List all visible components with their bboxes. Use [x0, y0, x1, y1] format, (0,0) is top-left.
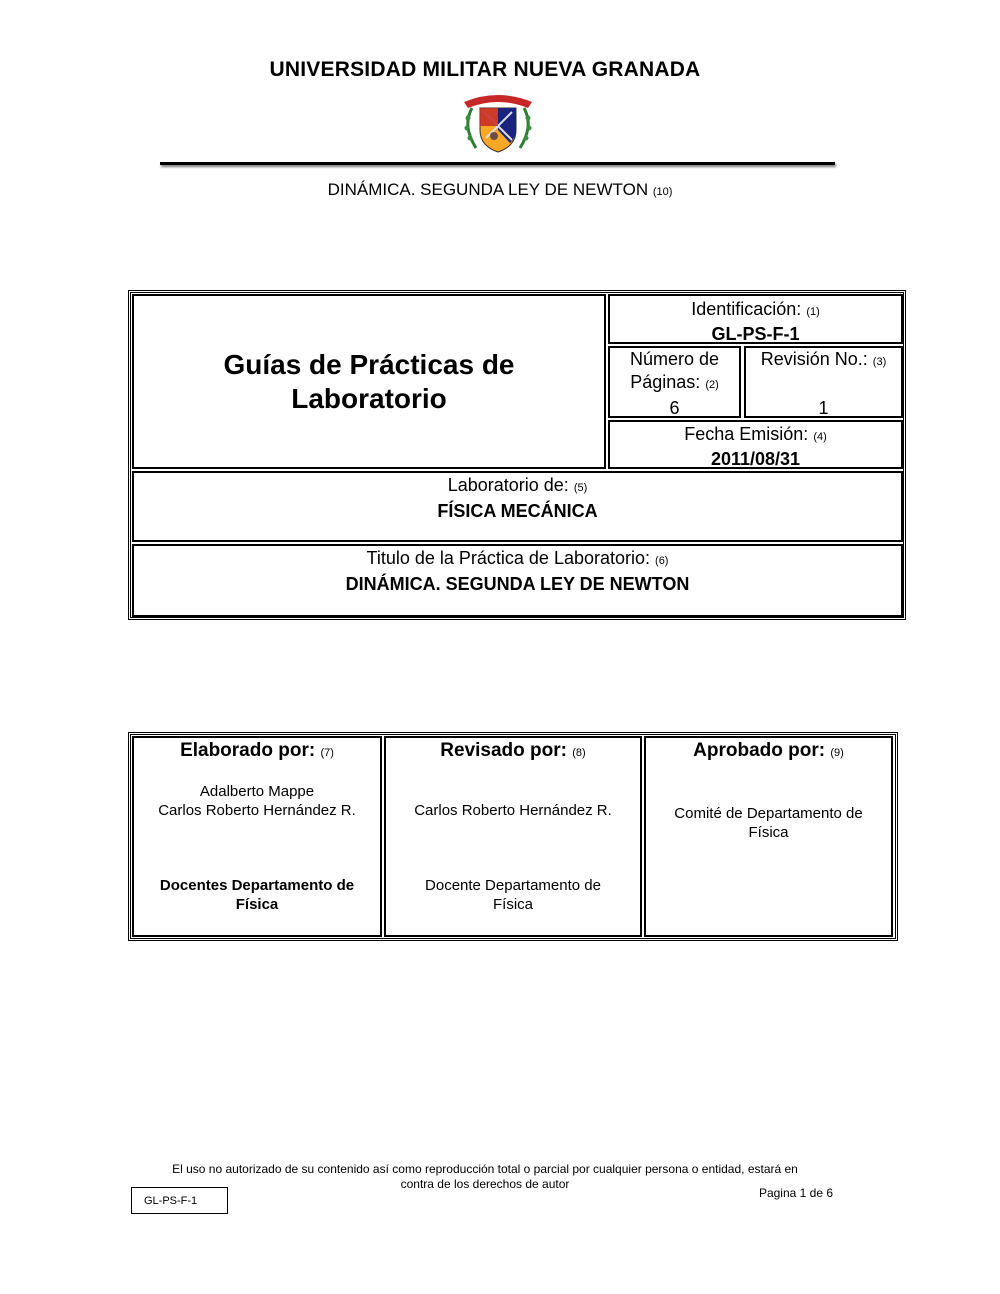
revision-label: Revisión No.: [760, 349, 868, 369]
practice-title-ref: (6) [655, 555, 669, 567]
reviewed-by-ref: (8) [572, 747, 586, 759]
elaborated-by-role-line1: Docentes Departamento de [159, 877, 355, 894]
guide-title [149, 348, 589, 416]
guide-title-cell [132, 294, 606, 469]
page-number: Pagina 1 de 6 [758, 1186, 833, 1200]
copyright-notice-line1: El uso no autorizado de su contenido así como reproducción total o parcial por cualquier persona o entidad, estará en [172, 1162, 798, 1176]
approved-by-name-line1: Comité de Departamento de [674, 805, 863, 822]
reviewed-by-role-line1: Docente Departamento de [425, 877, 601, 894]
identification-cell [608, 294, 903, 344]
issue-date-cell [608, 420, 903, 469]
revision-cell [744, 346, 903, 418]
guide-title-line2: Laboratorio [291, 382, 447, 414]
laboratory-cell [132, 471, 903, 542]
reviewed-by-name: Carlos Roberto Hernández R. [414, 802, 612, 819]
university-crest-icon [458, 86, 538, 156]
laboratory-label: Laboratorio de: [447, 475, 569, 495]
elaborated-by-name2: Carlos Roberto Hernández R. [158, 802, 356, 819]
reviewed-by-cell [384, 736, 642, 937]
approved-by-ref: (9) [830, 747, 844, 759]
revision-value: 1 [818, 398, 829, 418]
elaborated-by-cell [132, 736, 382, 937]
approved-by-cell [644, 736, 893, 937]
elaborated-by-label: Elaborado por: [180, 740, 316, 761]
practice-title-value: DINÁMICA. SEGUNDA LEY DE NEWTON [345, 574, 690, 594]
identification-label: Identificación: [691, 299, 802, 319]
header-divider [160, 162, 835, 165]
reviewed-by-role-line2: Física [492, 896, 533, 913]
page-count-label-line2: Páginas: [630, 372, 701, 392]
copyright-notice-line2: contra de los derechos de autor [400, 1177, 570, 1191]
issue-date-label: Fecha Emisión: [684, 424, 809, 444]
reviewed-by-label: Revisado por: [440, 740, 567, 761]
document-heading-ref: (10) [652, 186, 673, 198]
page-count-ref: (2) [705, 379, 719, 391]
identification-value: GL-PS-F-1 [711, 324, 800, 344]
page-count-label-line1: Número de [629, 349, 720, 369]
document-heading [0, 180, 1000, 200]
university-title: UNIVERSIDAD MILITAR NUEVA GRANADA [269, 58, 701, 81]
elaborated-by-ref: (7) [320, 747, 334, 759]
laboratory-ref: (5) [573, 482, 588, 494]
laboratory-value: FÍSICA MECÁNICA [437, 501, 598, 521]
identification-ref: (1) [806, 306, 820, 318]
approved-by-label: Aprobado por: [693, 740, 826, 761]
approved-by-name-line2: Física [748, 824, 789, 841]
document-heading-text: DINÁMICA. SEGUNDA LEY DE NEWTON [327, 180, 649, 199]
practice-title-cell [132, 544, 903, 617]
issue-date-ref: (4) [813, 431, 827, 443]
practice-title-label: Titulo de la Práctica de Laboratorio: [366, 548, 651, 568]
guide-title-line1: Guías de Prácticas de [223, 348, 515, 380]
elaborated-by-role-line2: Física [235, 896, 279, 913]
page-count-cell [608, 346, 741, 418]
page-count-value: 6 [669, 398, 680, 418]
issue-date-value: 2011/08/31 [710, 449, 801, 469]
footer-document-code: GL-PS-F-1 [131, 1187, 228, 1214]
revision-ref: (3) [872, 356, 887, 368]
elaborated-by-name1: Adalberto Mappe [199, 783, 315, 800]
